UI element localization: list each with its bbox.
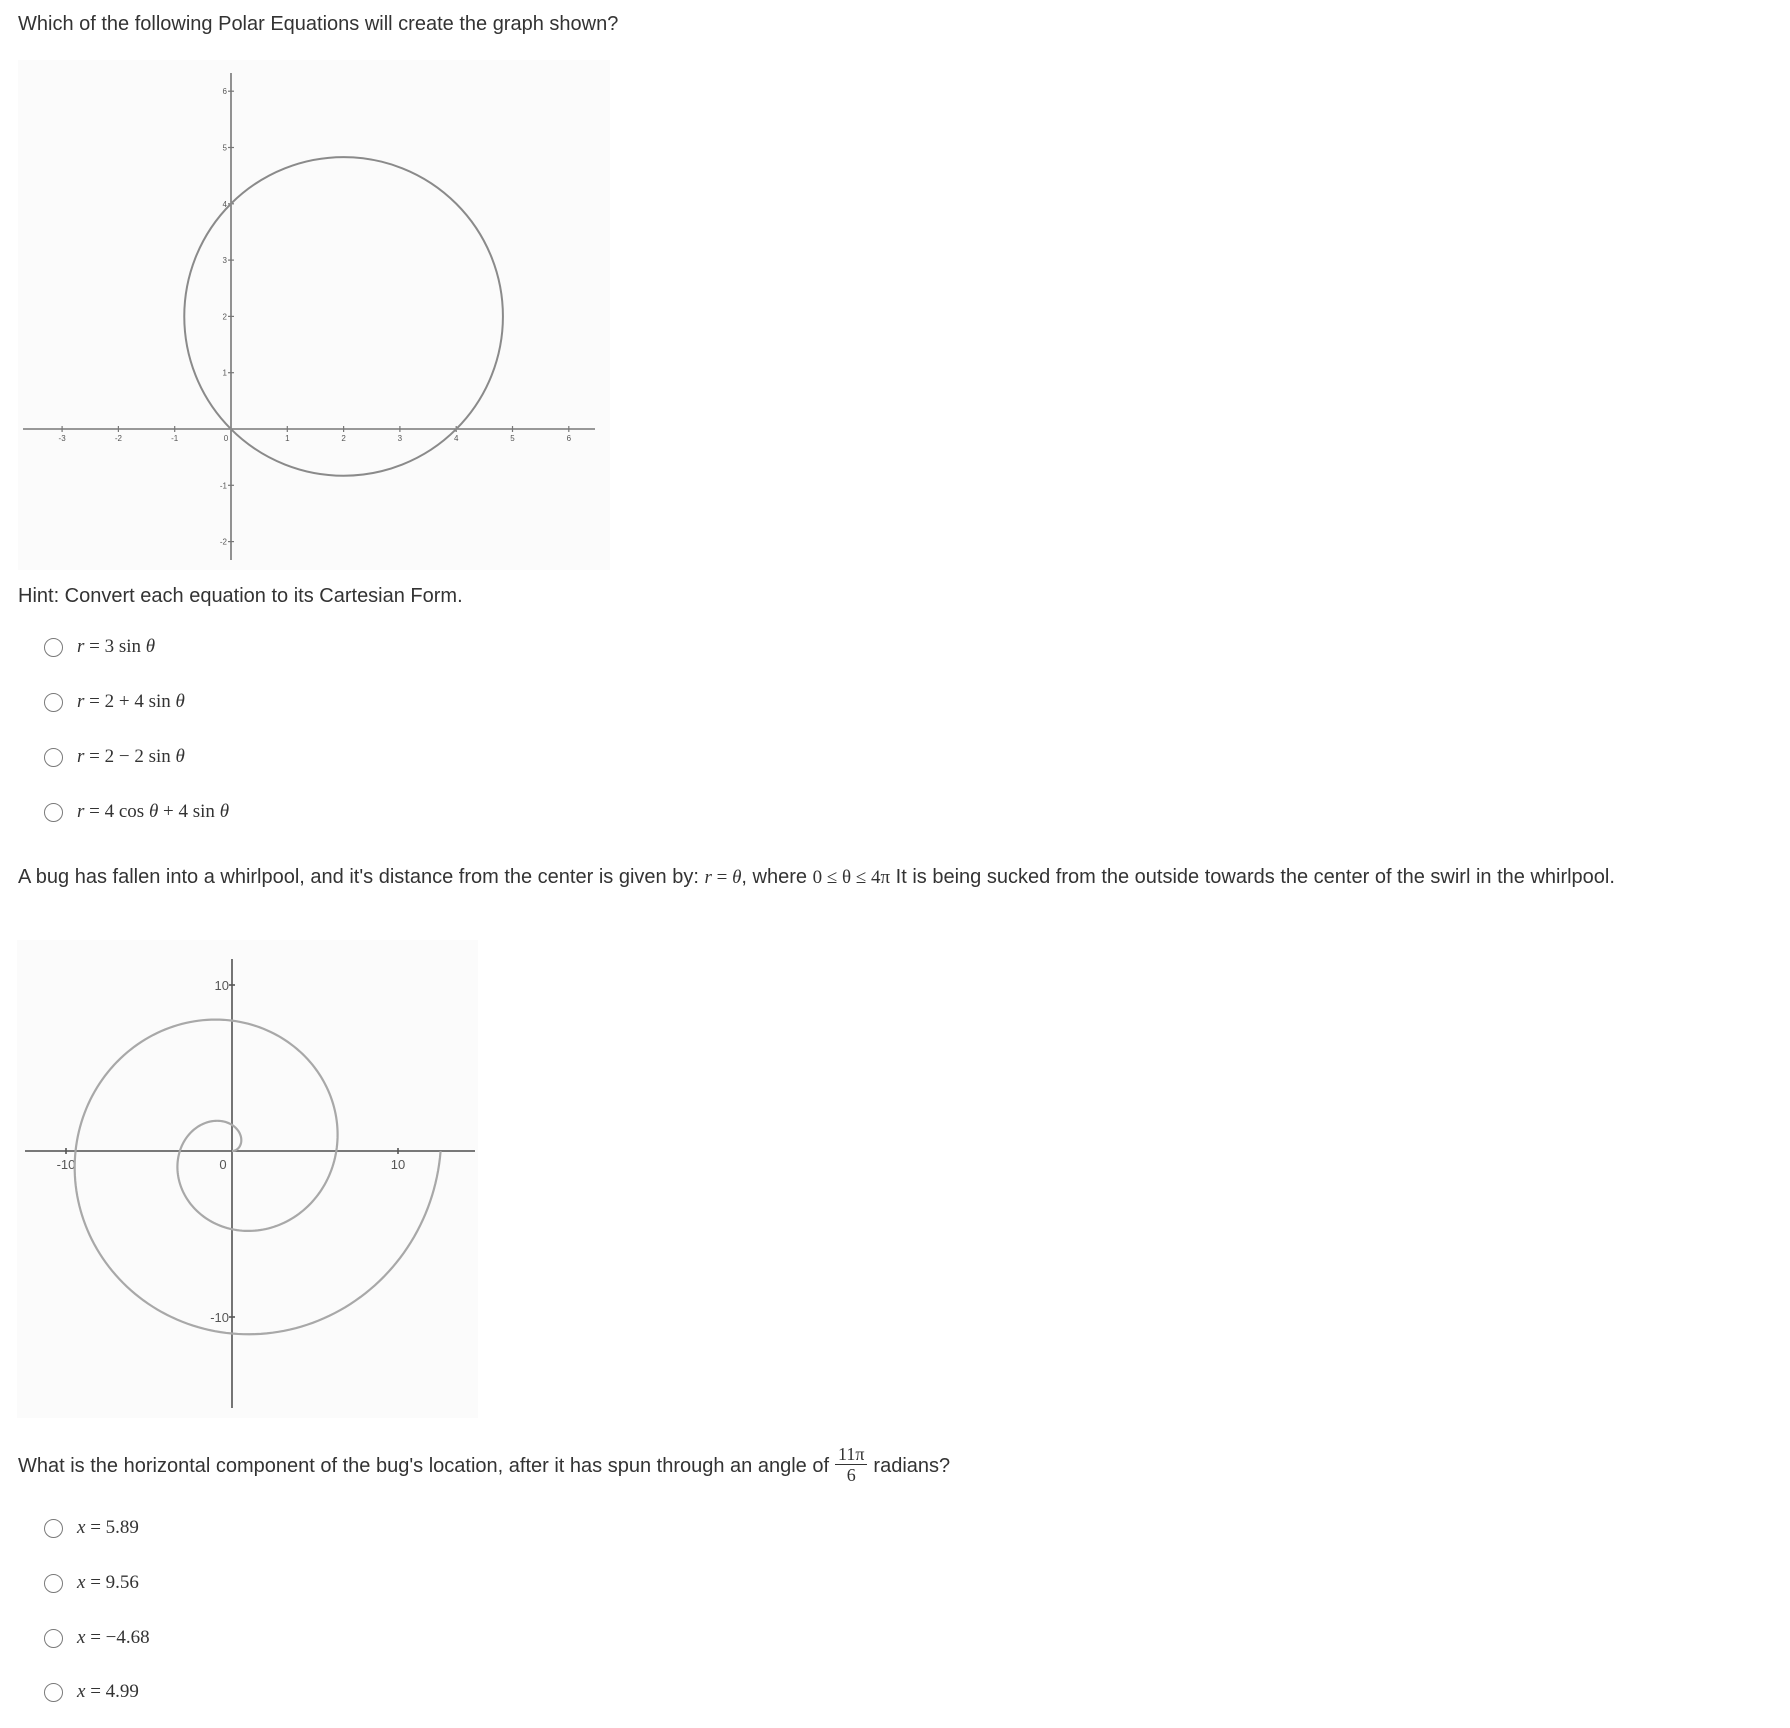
radio-button[interactable] — [44, 1519, 63, 1538]
radio-button[interactable] — [44, 1683, 63, 1702]
choice-equation: r = 3 sin θ — [77, 636, 156, 657]
q2-choice-1[interactable] — [44, 1516, 139, 1540]
radio-button[interactable] — [44, 1574, 63, 1593]
radio-button[interactable] — [44, 638, 63, 657]
choice-equation: x = −4.68 — [77, 1627, 150, 1648]
radio-button[interactable] — [44, 748, 63, 767]
circle-graph-svg — [18, 60, 610, 570]
q1-choice-2[interactable] — [44, 690, 185, 714]
q2-choice-2[interactable] — [44, 1571, 139, 1595]
svg-text:-1: -1 — [171, 434, 179, 443]
circle-graph — [18, 60, 610, 570]
svg-text:-10: -10 — [210, 1310, 229, 1325]
radio-button[interactable] — [44, 803, 63, 822]
svg-text:3: 3 — [222, 256, 227, 266]
svg-text:-10: -10 — [56, 1157, 76, 1172]
choice-equation: x = 9.56 — [77, 1572, 139, 1593]
svg-text:0: 0 — [223, 434, 229, 443]
spiral-graph-svg — [17, 940, 478, 1418]
choice-equation-tail: + 4 sin θ — [158, 801, 230, 822]
svg-text:1: 1 — [285, 434, 290, 443]
choice-equation: r = 4 cos θ + 4 sin θ — [77, 801, 230, 822]
svg-text:0: 0 — [219, 1157, 227, 1172]
svg-text:-1: -1 — [219, 481, 227, 491]
svg-text:5: 5 — [222, 143, 227, 153]
svg-text:10: 10 — [390, 1157, 406, 1172]
choice-equation: r = 2 + 4 sin θ — [77, 691, 185, 712]
spiral-graph — [17, 940, 478, 1418]
q1-choice-3[interactable] — [44, 745, 185, 769]
svg-text:-2: -2 — [219, 537, 227, 547]
svg-text:2: 2 — [341, 434, 346, 443]
choice-equation: x = 5.89 — [77, 1517, 139, 1538]
q2-choice-4[interactable] — [44, 1680, 139, 1704]
question2-intro: A bug has fallen into a whirlpool, and it's distance from the center is given by: r = θ, where 0 ≤ θ ≤ 4π It is being sucked from the outside towards the center of the swirl in the whirlpool. — [18, 866, 1615, 888]
svg-text:-2: -2 — [114, 434, 122, 443]
svg-text:6: 6 — [566, 434, 572, 443]
choice-equation: r = 2 − 2 sin θ — [77, 746, 185, 767]
svg-text:4: 4 — [222, 199, 227, 209]
choice-equation: x = 4.99 — [77, 1681, 139, 1702]
radio-button[interactable] — [44, 1629, 63, 1648]
question1-hint: Hint: Convert each equation to its Cartesian Form. — [18, 585, 463, 607]
svg-text:5: 5 — [510, 434, 515, 443]
theta-range: 0 ≤ θ ≤ 4π — [812, 867, 891, 888]
q2-choice-3[interactable] — [44, 1626, 150, 1650]
q1-choice-1[interactable] — [44, 635, 155, 659]
svg-text:4: 4 — [453, 434, 459, 443]
svg-text:2: 2 — [222, 312, 227, 322]
q1-choice-4[interactable] — [44, 800, 229, 824]
svg-text:1: 1 — [222, 368, 227, 378]
question2-prompt: What is the horizontal component of the bug's location, after it has spun through an angle of $\frac{11\pi}{6}$ radians? — [18, 1443, 951, 1485]
question1-prompt: Which of the following Polar Equations will create the graph shown? — [18, 13, 619, 35]
svg-text:-3: -3 — [58, 434, 66, 443]
radio-button[interactable] — [44, 693, 63, 712]
svg-text:10: 10 — [214, 978, 229, 993]
svg-text:6: 6 — [222, 87, 227, 97]
angle-fraction: $\frac{11\pi}{6}$ — [835, 1444, 867, 1485]
svg-text:3: 3 — [397, 434, 403, 443]
